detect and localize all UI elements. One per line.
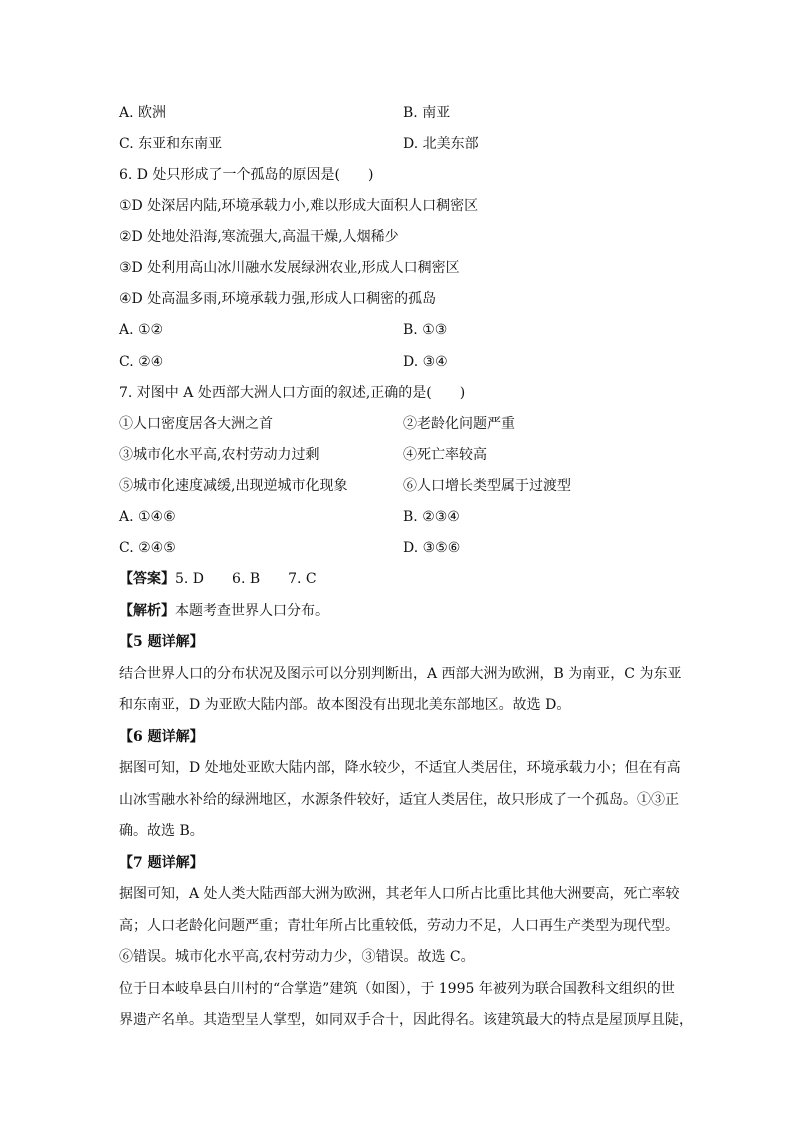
answer-label: 【答案】 (119, 571, 175, 587)
q7-item-1: ①人口密度居各大洲之首 (119, 416, 273, 432)
answer-line (119, 569, 317, 589)
q7-item-3: ③城市化水平高,农村劳动力过剩 (119, 447, 320, 463)
intro-line-2: 界遗产名单。其造型呈人掌型，如同双手合十，因此得名。该建筑最大的特点是屋顶厚且陡， (119, 1012, 693, 1028)
q6-option-b: B. ①③ (403, 322, 448, 338)
q7-item-4: ④死亡率较高 (403, 447, 487, 463)
detail6-line-3: 确。故选 B。 (119, 823, 204, 839)
q5-option-d: D. 北美东部 (403, 136, 479, 152)
q6-item-1: ①D 处深居内陆,环境承载力小,难以形成大面积人口稠密区 (119, 198, 479, 214)
analysis-line (119, 601, 329, 621)
detail5-line-2: 和东南亚，D 为亚欧大陆内部。故本图没有出现北美东部地区。故选 D。 (119, 697, 571, 713)
detail5-line-1: 结合世界人口的分布状况及图示可以分别判断出，A 西部大洲为欧洲，B 为南亚，C 为东亚 (119, 666, 682, 682)
q6-item-4: ④D 处高温多雨,环境承载力强,形成人口稠密的孤岛 (119, 291, 437, 307)
detail6-line-1: 据图可知，D 处地处亚欧大陆内部，降水较少，不适宜人类居住，环境承载力小；但在有高 (119, 760, 681, 776)
q7-option-a: A. ①④⑥ (119, 509, 176, 525)
q5-option-b: B. 南亚 (403, 105, 451, 121)
q7-item-2: ②老龄化问题严重 (403, 416, 515, 432)
detail5-title: 【5 题详解】 (119, 634, 204, 650)
analysis-text: 本题考查世界人口分布。 (175, 603, 329, 619)
q6-item-2: ②D 处地处沿海,寒流强大,高温干燥,人烟稀少 (119, 229, 399, 245)
q5-option-c: C. 东亚和东南亚 (119, 136, 223, 152)
q6-option-d: D. ③④ (403, 354, 448, 370)
intro-line-1: 位于日本岐阜县白川村的“合掌造”建筑（如图），于 1995 年被列为联合国教科文组织的世 (119, 981, 675, 997)
detail7-line-2: 高；人口老龄化问题严重；青壮年所占比重较低，劳动力不足，人口再生产类型为现代型。 (119, 918, 679, 934)
answer-text: 5. D 6. B 7. C (175, 571, 317, 587)
detail6-line-2: 山冰雪融水补给的绿洲地区，水源条件较好，适宜人类居住，故只形成了一个孤岛。①③正 (119, 792, 679, 808)
q7-option-d: D. ③⑤⑥ (403, 540, 461, 556)
detail7-line-1: 据图可知，A 处人类大陆西部大洲为欧洲，其老年人口所占比重比其他大洲要高，死亡率较 (119, 886, 680, 902)
q6-stem: 6. D 处只形成了一个孤岛的原因是( ) (119, 167, 374, 183)
detail6-title: 【6 题详解】 (119, 729, 204, 745)
detail7-title: 【7 题详解】 (119, 855, 204, 871)
q7-item-6: ⑥人口增长类型属于过渡型 (403, 478, 571, 494)
q7-item-5: ⑤城市化速度减缓,出现逆城市化现象 (119, 478, 348, 494)
q7-option-c: C. ②④⑤ (119, 540, 176, 556)
q5-option-a: A. 欧洲 (119, 105, 167, 121)
q7-option-b: B. ②③④ (403, 509, 460, 525)
analysis-label: 【解析】 (119, 603, 175, 619)
detail7-line-3: ⑥错误。城市化水平高,农村劳动力少，③错误。故选 C。 (119, 949, 475, 965)
q6-item-3: ③D 处利用高山冰川融水发展绿洲农业,形成人口稠密区 (119, 260, 460, 276)
q7-stem: 7. 对图中 A 处西部大洲人口方面的叙述,正确的是( ) (119, 385, 466, 401)
q6-option-a: A. ①② (119, 322, 164, 338)
q6-option-c: C. ②④ (119, 354, 164, 370)
